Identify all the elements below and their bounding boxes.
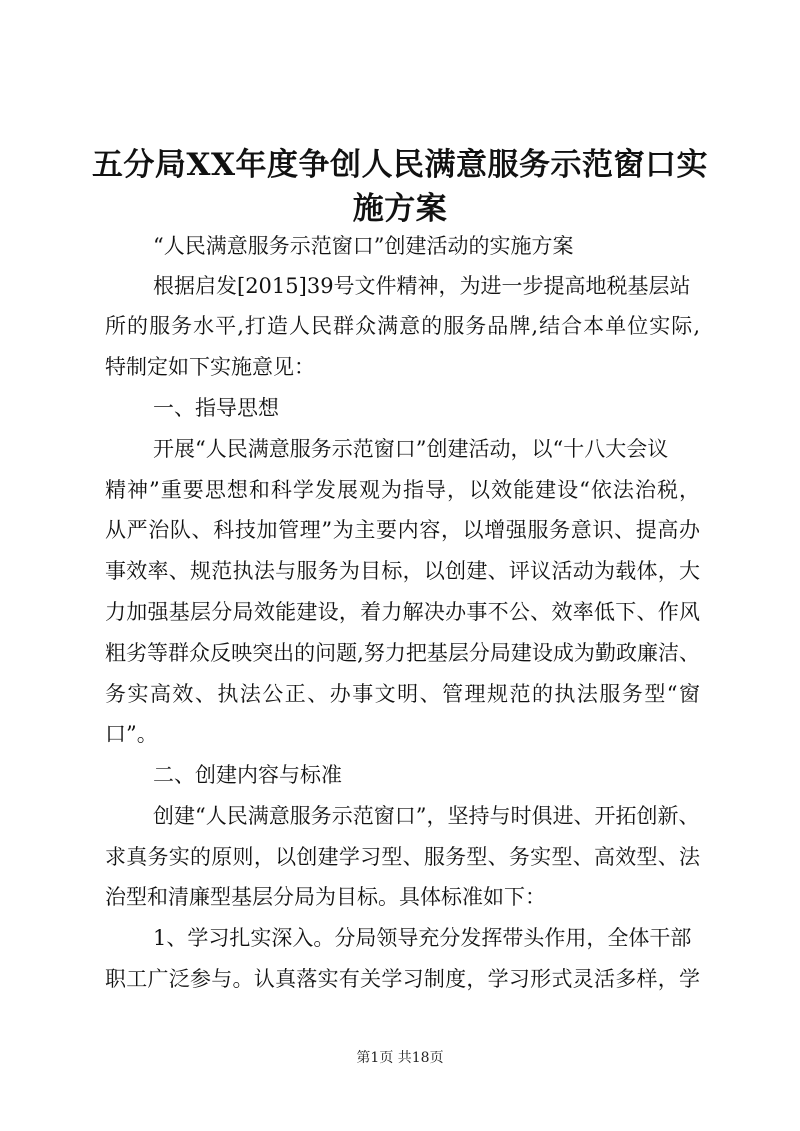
document-title-line-2: 施方案 [352, 191, 448, 227]
subtitle-paragraph: “人民满意服务示范窗口”创建活动的实施方案 [153, 234, 574, 258]
body-line: 创建“人民满意服务示范窗口”，坚持与时俱进、开拓创新、 [153, 804, 700, 828]
page-number-footer: 第1页 共18页 [356, 1050, 444, 1066]
body-line: 1、学习扎实深入。分局领导充分发挥带头作用，全体干部 [153, 926, 692, 950]
body-line: 力加强基层分局效能建设，着力解决办事不公、效率低下、作风 [105, 600, 700, 624]
body-line: 职工广泛参与。认真落实有关学习制度，学习形式灵活多样，学 [105, 967, 700, 991]
section-heading-1: 一、指导思想 [153, 396, 279, 420]
body-line: 特制定如下实施意见： [105, 355, 315, 379]
body-line: 求真务实的原则，以创建学习型、服务型、务实型、高效型、法 [105, 845, 700, 869]
body-line: 粗劣等群众反映突出的问题,努力把基层分局建设成为勤政廉洁、 [105, 641, 700, 665]
section-heading-2: 二、创建内容与标准 [153, 763, 342, 787]
body-line: 精神”重要思想和科学发展观为指导，以效能建设“依法治税， [105, 478, 700, 502]
body-line: 根据启发[2015]39号文件精神，为进一步提高地税基层站 [153, 274, 691, 298]
document-title-line-1: 五分局XX年度争创人民满意服务示范窗口实 [91, 147, 709, 183]
body-line: 从严治队、科技加管理”为主要内容，以增强服务意识、提高办 [105, 518, 700, 542]
body-line: 事效率、规范执法与服务为目标，以创建、评议活动为载体，大 [105, 559, 700, 583]
body-line: 开展“人民满意服务示范窗口”创建活动，以“十八大会议 [153, 437, 669, 461]
body-line: 所的服务水平,打造人民群众满意的服务品牌,结合本单位实际, [105, 314, 700, 338]
body-line: 务实高效、执法公正、办事文明、管理规范的执法服务型“窗 [105, 682, 700, 706]
body-line: 治型和清廉型基层分局为目标。具体标准如下： [105, 885, 546, 909]
body-line: 口”。 [105, 722, 158, 746]
